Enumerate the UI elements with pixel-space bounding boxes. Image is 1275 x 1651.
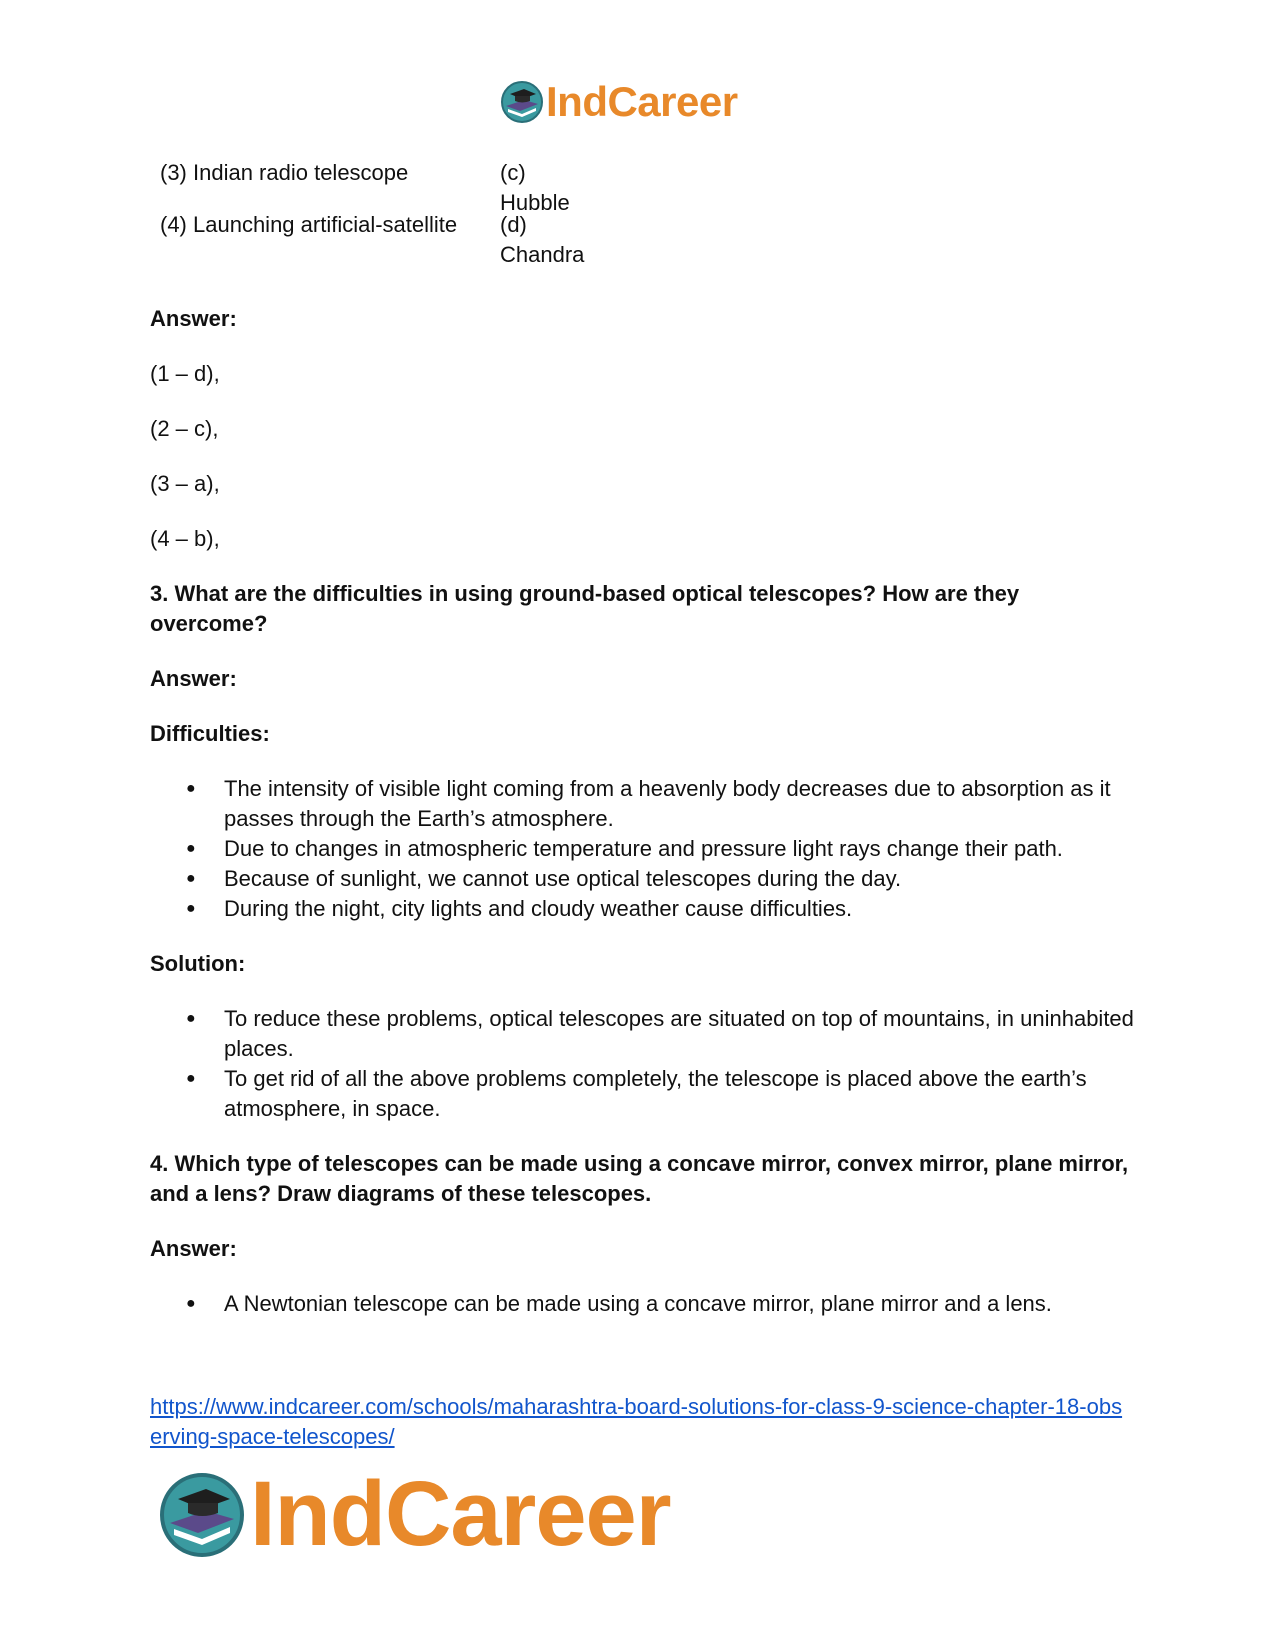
answer-label: Answer: [150, 666, 237, 691]
answer-item: (2 – c), [150, 416, 219, 441]
match-right-item: (d) Chandra [500, 212, 585, 267]
match-right-item: (c) Hubble [500, 160, 570, 215]
answer-item: (1 – d), [150, 361, 220, 386]
solutions-list [150, 1004, 1140, 1124]
answer-label: Answer: [150, 1236, 237, 1261]
graduation-book-icon [500, 80, 544, 124]
question-3: 3. What are the difficulties in using ground-based optical telescopes? How are they overcome? [150, 581, 1020, 636]
logo-text: IndCareer [546, 78, 738, 125]
difficulties-list [150, 774, 1140, 924]
list-item: ● Because of sunlight, we cannot use optical telescopes during the day. [224, 864, 1140, 894]
list-item: ● A Newtonian telescope can be made using a concave mirror, plane mirror and a lens. [224, 1289, 1140, 1319]
source-link[interactable]: https://www.indcareer.com/schools/maharashtra-board-solutions-for-class-9-science-chapter-18-observing-space-telescopes/ [150, 1394, 1123, 1449]
match-left-item: (4) Launching artificial-satellite [160, 212, 458, 237]
list-item: ● The intensity of visible light coming from a heavenly body decreases due to absorption as it passes through the Earth’s atmosphere. [224, 774, 1140, 834]
graduation-book-icon [158, 1471, 246, 1559]
list-item: ● To get rid of all the above problems completely, the telescope is placed above the earth’s atmosphere, in space. [224, 1064, 1140, 1124]
answer-label: Answer: [150, 306, 237, 331]
solution-heading: Solution: [150, 951, 246, 976]
list-item: ● During the night, city lights and cloudy weather cause difficulties. [224, 894, 1140, 924]
list-item: ● To reduce these problems, optical telescopes are situated on top of mountains, in uninhabited places. [224, 1004, 1140, 1064]
header-logo [500, 78, 738, 126]
logo-text: IndCareer [250, 1463, 671, 1565]
match-left-item: (3) Indian radio telescope [160, 160, 409, 185]
list-item: ● Due to changes in atmospheric temperature and pressure light rays change their path. [224, 834, 1140, 864]
document-body [150, 304, 1140, 1344]
difficulties-heading: Difficulties: [150, 721, 270, 746]
answer-item: (3 – a), [150, 471, 220, 496]
answer-points-list [150, 1289, 1140, 1319]
question-4: 4. Which type of telescopes can be made using a concave mirror, convex mirror, plane mirror, and a lens? Draw diagrams of these telescopes. [150, 1151, 1129, 1206]
footer-logo [158, 1462, 671, 1567]
answer-item: (4 – b), [150, 526, 220, 551]
